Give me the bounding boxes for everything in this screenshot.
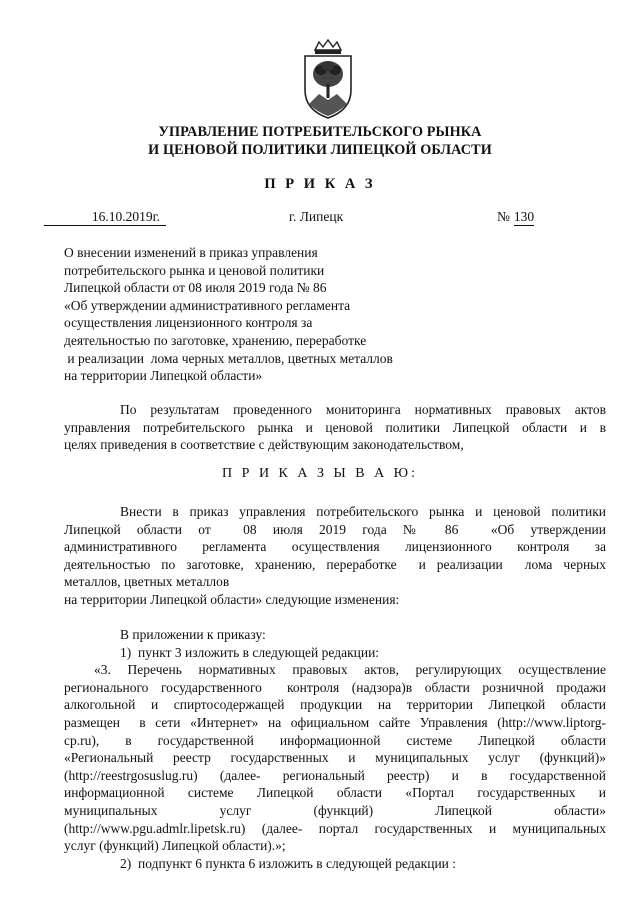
quote-line: «3. Перечень нормативных правовых актов, регулирующих осуществление (94, 662, 606, 678)
preamble-line: управления потребительского рынка и ценовой политики Липецкой области и в (64, 419, 606, 435)
change-item-1: 1) пункт 3 изложить в следующей редакции: (120, 644, 380, 660)
main-line: деятельностью по заготовке, хранению, переработке и реализации лома черных (64, 556, 606, 572)
subject-line: Липецкой области от 08 июля 2019 года № 86 (64, 280, 327, 296)
main-line: Внести в приказ управления потребительского рынка и ценовой политики (120, 504, 606, 519)
subject-line: осуществления лицензионного контроля за (64, 315, 313, 331)
order-city: г. Липецк (289, 209, 344, 224)
order-number (497, 209, 534, 226)
organization-name-line1: УПРАВЛЕНИЕ ПОТРЕБИТЕЛЬСКОГО РЫНКА (158, 124, 482, 140)
main-paragraph (64, 503, 606, 609)
quote-line: (http://reestrgosuslug.ru) (далее- региональный реестр) и в государственной (64, 767, 606, 783)
preamble-paragraph (64, 401, 606, 454)
coat-of-arms-icon (297, 38, 359, 120)
subject-line: и реализации лома черных металлов, цветных металлов (64, 350, 393, 366)
change-item-2: 2) подпункт 6 пункта 6 изложить в следующей редакции : (120, 855, 457, 871)
quote-line: муниципальных услуг (функций) Липецкой области» (64, 802, 606, 818)
quote-line: информационной системе Липецкой области «Портал государственных и (64, 785, 606, 801)
main-line: административного регламента осуществления лицензионного контроля за (64, 539, 606, 555)
quote-line: регионального государственного контроля (надзора)в области розничной продажи (64, 679, 606, 695)
changes-intro: В приложении к приказу: (120, 627, 266, 642)
main-line: на территории Липецкой области» следующие изменения: (64, 591, 400, 607)
order-date: 16.10.2019г. (44, 209, 166, 226)
subject-line: потребительского рынка и ценовой политики (64, 262, 325, 278)
quote-line: размещен в сети «Интернет» на официальном сайте Управления (http://www.liptorg- (64, 714, 606, 730)
subject-line: деятельностью по заготовке, хранению, переработке (64, 332, 367, 348)
quote-line: «Региональный реестр государственных и муниципальных услуг (функций)» (64, 750, 606, 766)
order-subject (64, 244, 393, 385)
order-number-label: № (497, 209, 510, 224)
subject-line: на территории Липецкой области» (64, 368, 263, 384)
main-line: Липецкой области от 08 июля 2019 года № 86 «Об утверждении (64, 521, 606, 537)
main-line: металлов, цветных металлов (64, 574, 230, 590)
order-number-value: 130 (513, 209, 535, 224)
preamble-line: По результатам проведенного мониторинга нормативных правовых актов (120, 402, 606, 417)
order-directive-word: П Р И К А З Ы В А Ю: (222, 466, 418, 481)
quote-line: услуг (функций) Липецкой области).»; (64, 838, 286, 854)
document-type-title: П Р И К А З (264, 176, 376, 192)
subject-line: О внесении изменений в приказ управления (64, 245, 318, 260)
changes-section (64, 626, 606, 872)
quote-line: алкогольной и спиртосодержащей продукции на территории Липецкой области (64, 697, 606, 713)
preamble-line: целях приведения в соответствие с действующим законодательством, (64, 437, 464, 453)
quote-line: cp.ru), в государственной информационной системе Липецкой области (64, 732, 606, 748)
subject-line: «Об утверждении административного регламента (64, 297, 351, 313)
organization-name-line2: И ЦЕНОВОЙ ПОЛИТИКИ ЛИПЕЦКОЙ ОБЛАСТИ (148, 142, 492, 158)
quote-line: (http://www.pgu.admlr.lipetsk.ru) (далее- портал государственных и муниципальных (64, 820, 606, 836)
